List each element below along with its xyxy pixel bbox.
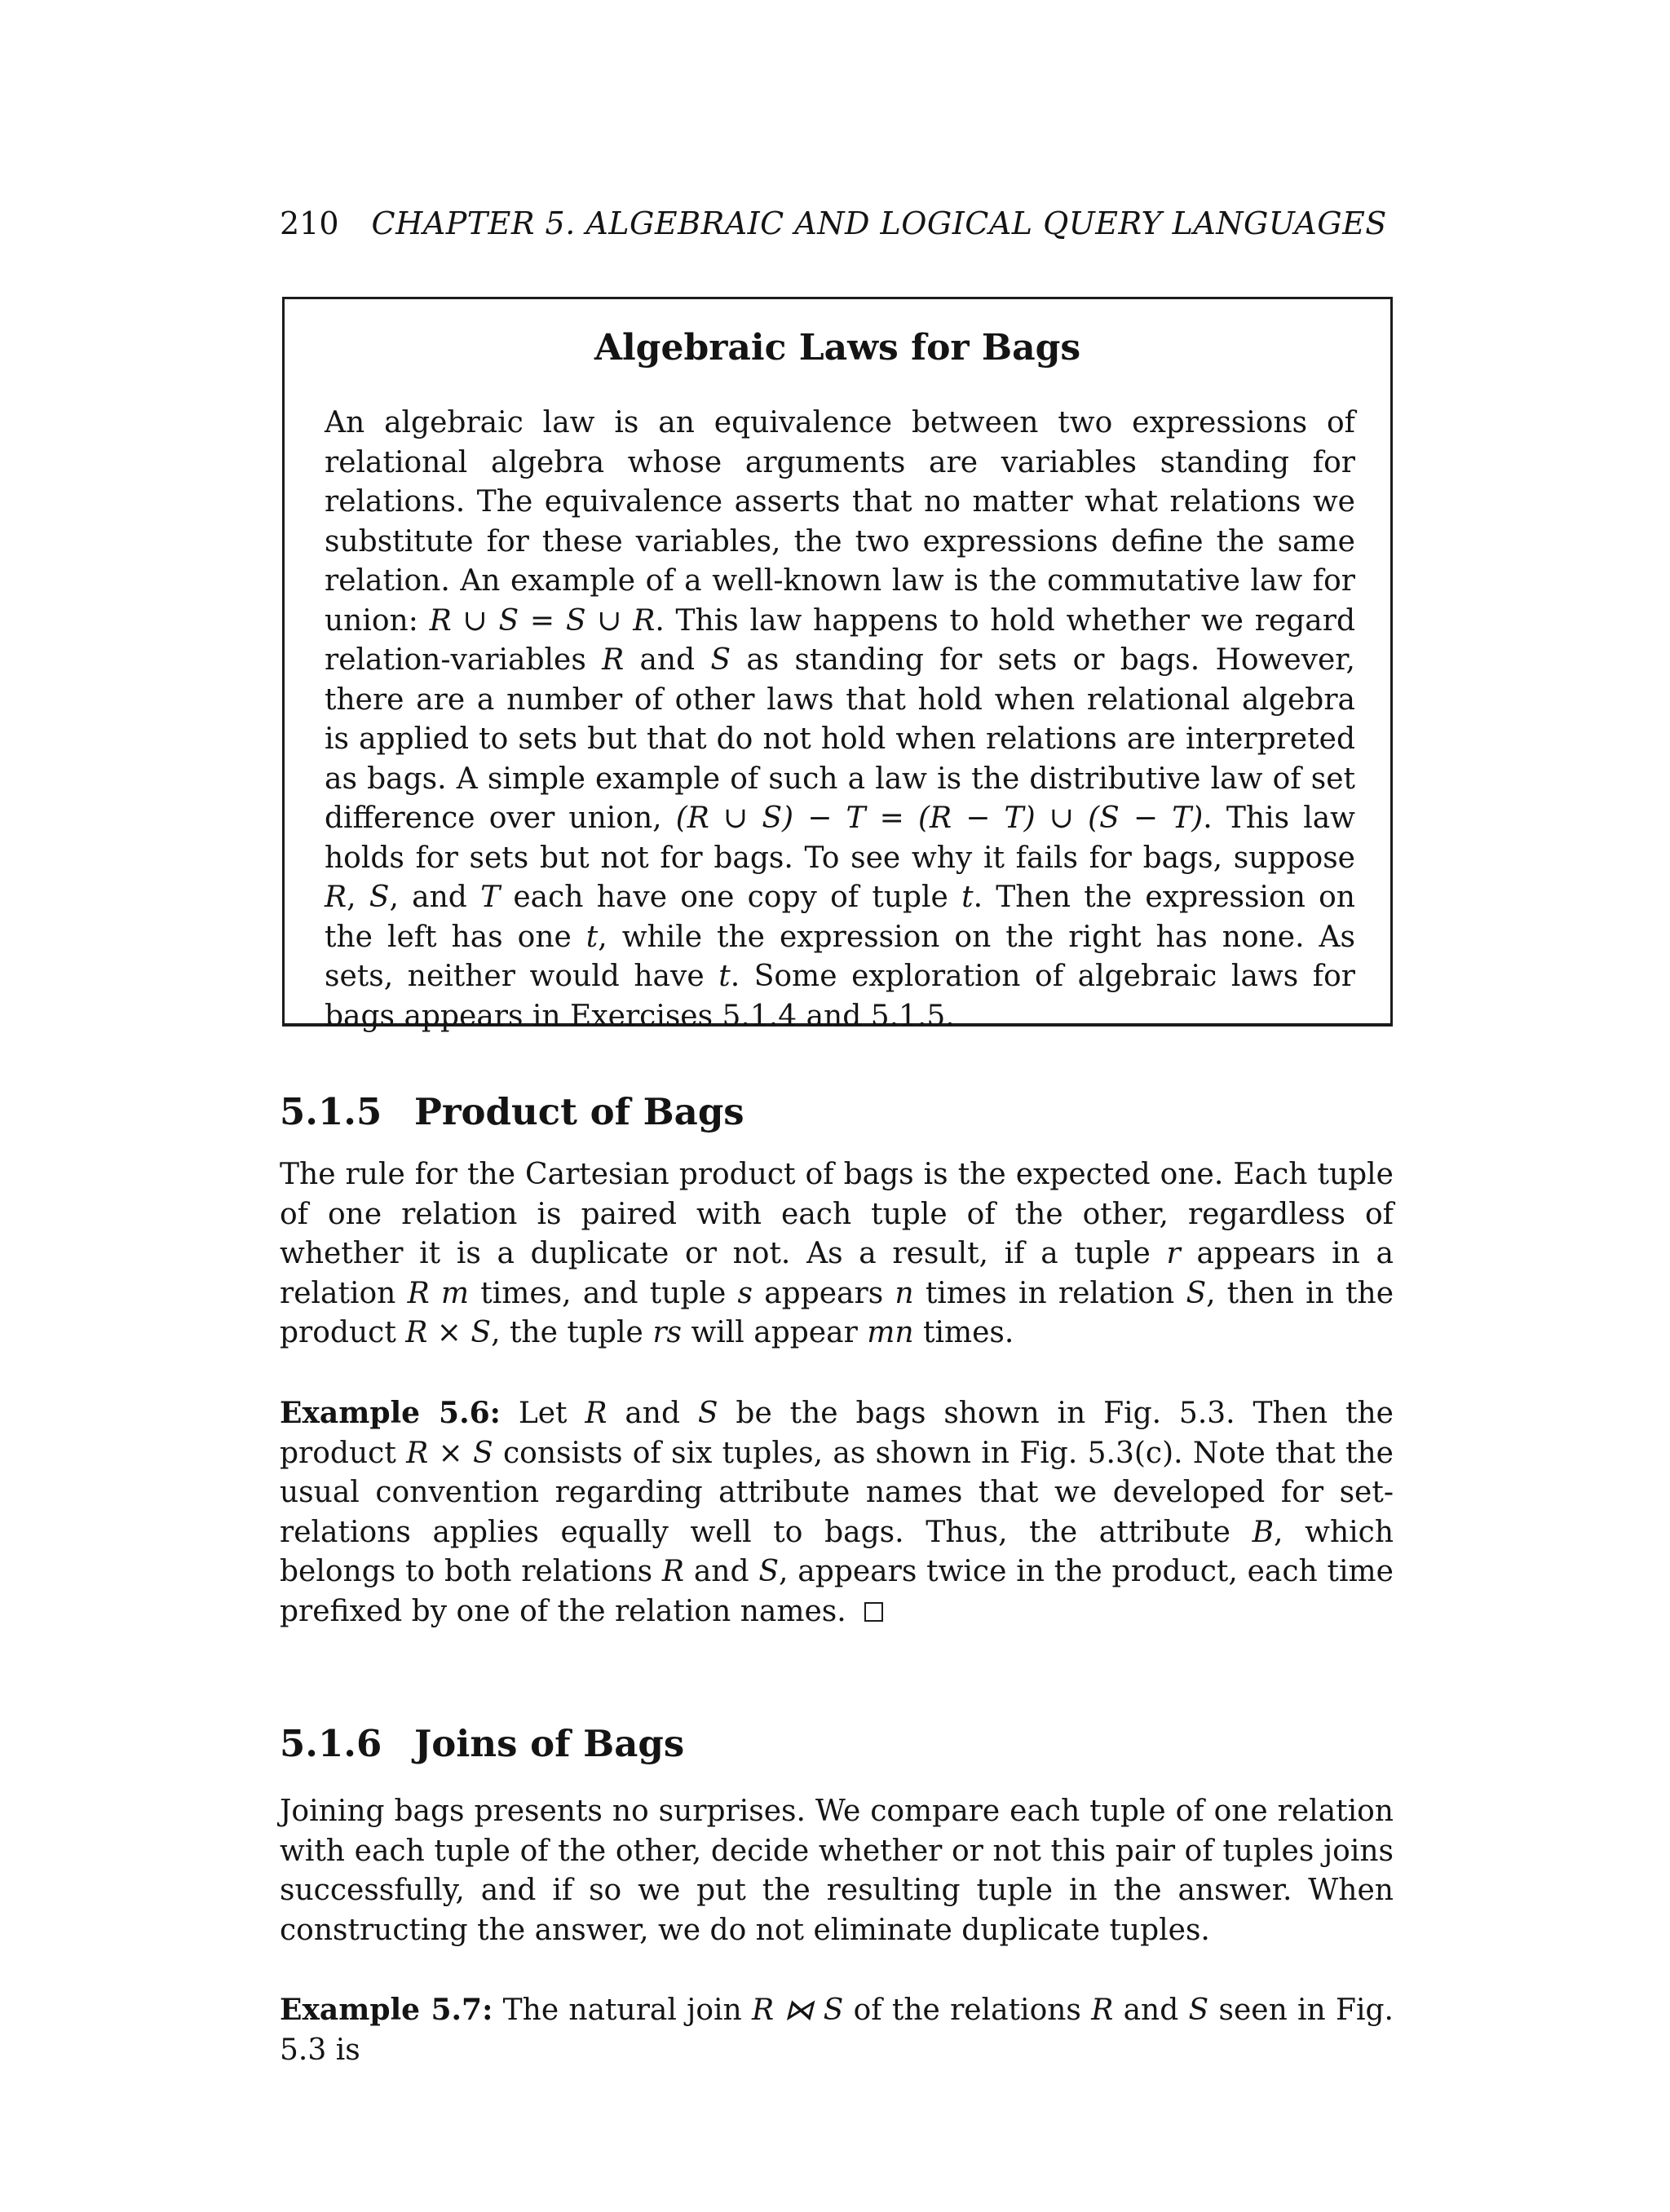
math-var: T bbox=[480, 881, 501, 914]
math-var: S bbox=[1186, 1276, 1207, 1310]
text-run: , appears twice in the product, each time prefixed by one of the relation names. bbox=[280, 1555, 1394, 1628]
math-var: t bbox=[961, 881, 974, 914]
math-var: S bbox=[758, 1555, 780, 1588]
text-run: Let bbox=[500, 1397, 585, 1430]
text-run: each have one copy of tuple bbox=[500, 881, 962, 914]
text-run: will appear bbox=[682, 1316, 868, 1349]
paragraph-product-of-bags bbox=[280, 1155, 1394, 1353]
section-title: Joins of Bags bbox=[414, 1722, 685, 1765]
text-run: times. bbox=[913, 1316, 1014, 1349]
text-run: as standing for sets or bags. However, there are a number of other laws that hold when relational algebra is applied to sets but that do not hold when relations are interpreted as bags. A simple example of such a law is the distributive law of set difference over union, bbox=[325, 643, 1355, 835]
math-natural-join: R ⋈ S bbox=[751, 1993, 844, 2027]
math-var: rs bbox=[652, 1316, 682, 1349]
text-run: times in relation bbox=[913, 1276, 1186, 1310]
math-var: r bbox=[1166, 1237, 1181, 1270]
end-of-example-box-icon bbox=[864, 1602, 883, 1622]
math-distributive-law: (R ∪ S) − T = (R − T) ∪ (S − T) bbox=[675, 801, 1204, 835]
text-run: The natural join bbox=[493, 1993, 752, 2027]
text-run: consists of six tuples, as shown in Fig. 5.3(c). Note that the usual convention regarding attribute names that we developed for set-relations applies equally well to bags. Thus, the attribute bbox=[280, 1436, 1394, 1549]
text-run: and bbox=[624, 643, 711, 677]
section-title: Product of Bags bbox=[414, 1090, 744, 1133]
math-var: S bbox=[710, 643, 731, 677]
text-run: of the relations bbox=[843, 1993, 1092, 2027]
example-5-6 bbox=[280, 1393, 1394, 1631]
math-var: R bbox=[1091, 1993, 1114, 2027]
sidebar-body bbox=[325, 404, 1355, 1036]
section-heading-5-1-6 bbox=[280, 1720, 1421, 1768]
text-run: . This law holds for sets but not for bags. To see why it fails for bags, suppose bbox=[325, 801, 1355, 875]
paragraph-joins-of-bags: Joining bags presents no surprises. We compare each tuple of one relation with each tuple of the other, decide whether or not this pair of tuples joins successfully, and if so we put the resulting tuple in the answer. When constructing the answer, we do not eliminate duplicate tuples. bbox=[280, 1795, 1394, 1947]
math-var: t bbox=[585, 920, 599, 954]
text-run: be the bags shown in Fig. 5.3. Then the product bbox=[280, 1397, 1394, 1470]
math-product: R × S bbox=[405, 1316, 492, 1349]
text-run: , bbox=[347, 881, 369, 914]
text-run: , and bbox=[389, 881, 481, 914]
text-run: . Then the expression on the left has one bbox=[325, 881, 1355, 954]
section-number: 5.1.5 bbox=[280, 1090, 382, 1133]
text-run: , the tuple bbox=[491, 1316, 653, 1349]
math-var: S bbox=[1188, 1993, 1209, 2027]
text-run: An algebraic law is an equivalence between two expressions of relational algebra whose arguments are variables standing for relations. The equivalence asserts that no matter what relations we substitute for these variables, the two expressions define the same relation. An example of a well-known law is the commutative law for union: bbox=[325, 406, 1355, 638]
text-run: The rule for the Cartesian product of bags is the expected one. Each tuple of one relation is paired with each tuple of the other, regardless of whether it is a duplicate or not. As a result, if a tuple bbox=[280, 1158, 1394, 1270]
sidebar-title: Algebraic Laws for Bags bbox=[594, 327, 1081, 369]
text-run: and bbox=[684, 1555, 759, 1588]
example-label: Example 5.7: bbox=[280, 1993, 493, 2027]
math-var: S bbox=[697, 1397, 718, 1430]
chapter-title: CHAPTER 5. ALGEBRAIC AND LOGICAL QUERY LANGUAGES bbox=[371, 205, 1387, 241]
text-run: . Some exploration of algebraic laws for bags appears in Exercises 5.1.4 and 5.1.5. bbox=[325, 960, 1355, 1033]
text-run: . This law happens to hold whether we regard relation-variables bbox=[325, 603, 1356, 677]
text-run: seen in Fig. 5.3 is bbox=[280, 1993, 1394, 2067]
page-number: 210 bbox=[280, 205, 339, 241]
example-label: Example 5.6: bbox=[280, 1396, 501, 1430]
math-commutative-law: R ∪ S = S ∪ R bbox=[429, 603, 656, 638]
math-var: n bbox=[895, 1276, 914, 1310]
running-head bbox=[280, 202, 1398, 245]
section-number: 5.1.6 bbox=[280, 1722, 382, 1765]
text-run: appears bbox=[752, 1276, 895, 1310]
math-var: t bbox=[718, 960, 731, 993]
text-run: , which belongs to both relations bbox=[280, 1515, 1394, 1588]
math-var: s bbox=[737, 1276, 753, 1310]
math-var: S bbox=[369, 881, 390, 914]
text-run: and bbox=[1113, 1993, 1189, 2027]
math-var: R bbox=[585, 1397, 607, 1430]
text-run: appears in a relation bbox=[280, 1237, 1394, 1310]
math-var: B bbox=[1252, 1515, 1275, 1549]
section-heading-5-1-5 bbox=[280, 1088, 1421, 1137]
text-run: times, and tuple bbox=[469, 1276, 738, 1310]
example-5-7 bbox=[280, 1990, 1394, 2070]
math-var: R m bbox=[407, 1276, 470, 1310]
text-run: , then in the product bbox=[280, 1276, 1394, 1349]
text-run: and bbox=[607, 1397, 698, 1430]
sidebar-box bbox=[282, 297, 1393, 1033]
text-run: , while the expression on the right has none. As sets, neither would have bbox=[325, 920, 1355, 993]
math-var: R bbox=[602, 643, 625, 677]
math-product: R × S bbox=[406, 1436, 493, 1470]
math-var: R bbox=[325, 881, 347, 914]
math-var: R bbox=[661, 1555, 684, 1588]
math-var: mn bbox=[867, 1316, 914, 1349]
